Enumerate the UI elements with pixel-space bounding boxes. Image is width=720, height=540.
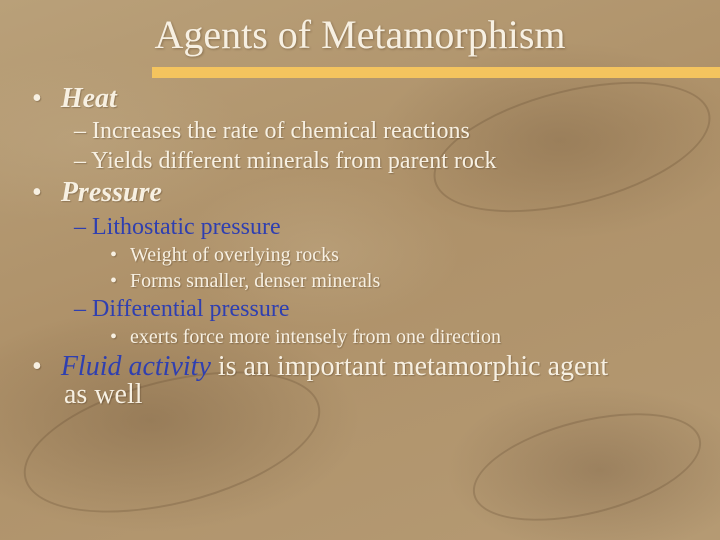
- bullet-dot: •: [32, 177, 42, 208]
- lithostatic-label: Lithostatic pressure: [92, 214, 281, 240]
- differential-subitem-text: exerts force more intensely from one direction: [130, 326, 501, 348]
- fossil-texture: [420, 57, 720, 236]
- differential-subitem: [110, 326, 501, 348]
- bullet-dot: •: [32, 351, 42, 382]
- lithostatic-subitem: [110, 244, 339, 266]
- bullet-dot: •: [110, 244, 118, 266]
- heat-label: Heat: [60, 83, 117, 114]
- title-underline: [152, 67, 720, 78]
- heat-item-text: Yields different minerals from parent rock: [91, 148, 497, 174]
- slide-title: Agents of Metamorphism: [154, 12, 566, 57]
- bullet-pressure: [32, 178, 162, 208]
- differential-item: [74, 296, 289, 322]
- lithostatic-subitem-text: Forms smaller, denser minerals: [130, 270, 381, 292]
- bullet-heat: [32, 84, 117, 114]
- dash: –: [74, 148, 86, 174]
- dash: –: [74, 118, 86, 144]
- dash: –: [74, 214, 86, 240]
- bullet-dot: •: [110, 270, 118, 292]
- lithostatic-item: [74, 214, 281, 240]
- bullet-dot: •: [110, 326, 118, 348]
- fossil-texture: [462, 393, 712, 540]
- heat-item: [74, 148, 497, 174]
- dash: –: [74, 296, 86, 322]
- fluid-continuation: as well: [64, 379, 143, 410]
- pressure-label: Pressure: [60, 177, 162, 208]
- heat-item-text: Increases the rate of chemical reactions: [92, 118, 470, 144]
- bullet-dot: •: [32, 83, 42, 114]
- fluid-text: is an important metamorphic agent: [210, 351, 609, 382]
- lithostatic-subitem: [110, 270, 380, 292]
- differential-label: Differential pressure: [92, 296, 290, 322]
- fluid-term: Fluid activity: [60, 351, 211, 382]
- bullet-fluid: [32, 352, 608, 382]
- lithostatic-subitem-text: Weight of overlying rocks: [130, 244, 339, 266]
- heat-item: [74, 118, 470, 144]
